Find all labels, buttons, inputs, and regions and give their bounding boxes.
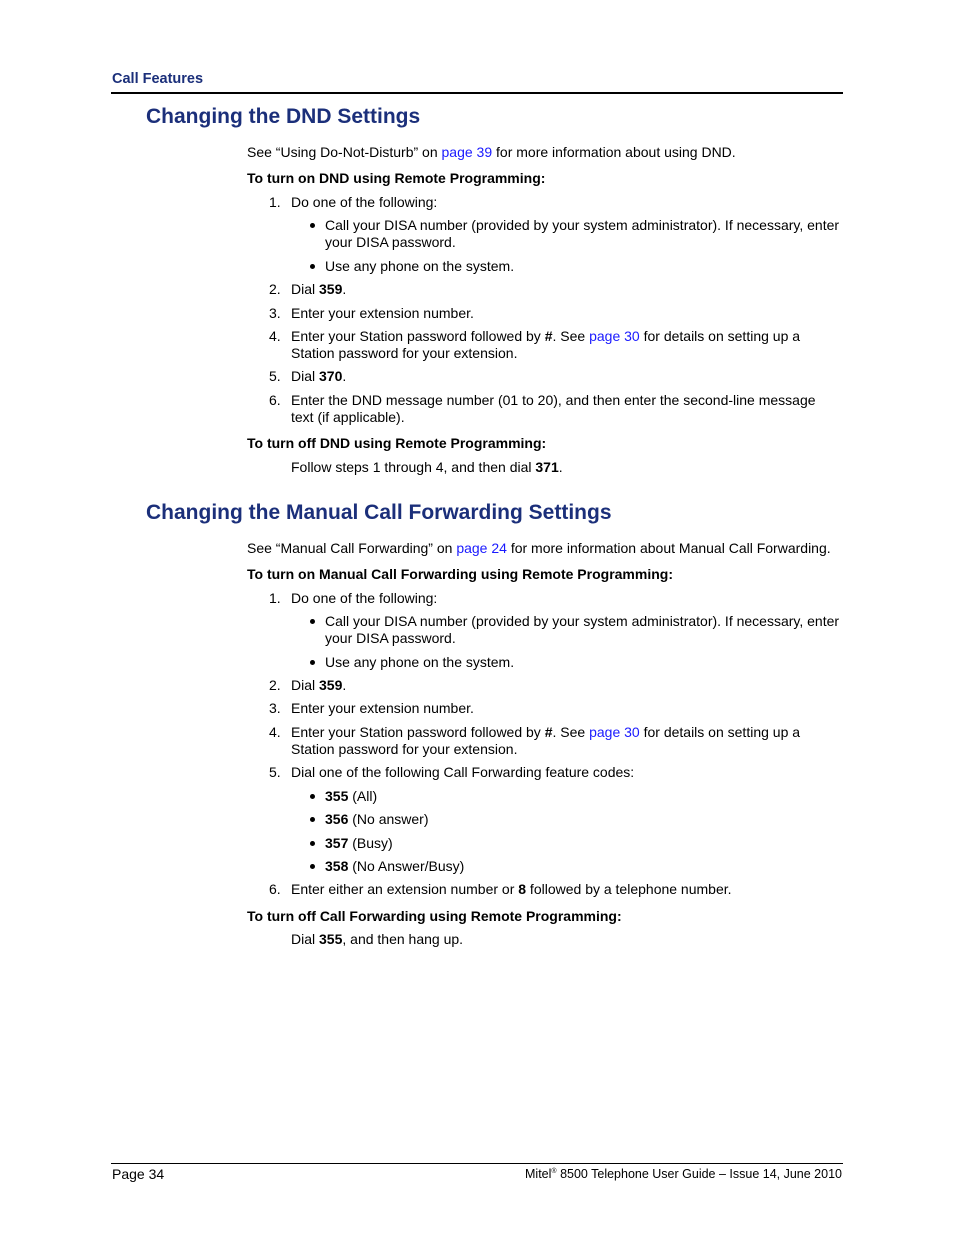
step-number: 3. (269, 305, 281, 321)
step-text: Follow steps 1 through 4, and then dial (291, 459, 536, 475)
step-text: , and then hang up. (342, 931, 464, 947)
guide-title: 8500 Telephone User Guide – Issue 14, June 2010 (556, 1167, 842, 1181)
code-item (325, 788, 377, 805)
dnd-off-text (291, 459, 563, 476)
dnd-step-4-line2: Station password for your extension. (291, 345, 518, 361)
code-label: (All) (348, 788, 378, 804)
bullet-icon (310, 264, 315, 269)
dnd-bullet-1-line2: your DISA password. (325, 234, 456, 250)
bullet-icon (310, 223, 315, 228)
fwd-intro-text: See “Manual Call Forwarding” on (247, 540, 457, 556)
bullet-icon (310, 619, 315, 624)
dnd-bullet-2: Use any phone on the system. (325, 258, 515, 274)
key-symbol: # (544, 724, 553, 740)
dnd-bullet-1-line1: Call your DISA number (provided by your system administrator). If necessary, enter (325, 217, 840, 233)
step-number: 2. (269, 281, 281, 297)
dnd-on-heading: To turn on DND using Remote Programming: (247, 170, 546, 186)
step-text: Dial (291, 677, 320, 693)
step-text: followed by a telephone number. (526, 881, 732, 897)
step-number: 2. (269, 677, 281, 693)
bullet-icon (310, 660, 315, 665)
registered-mark: ® (551, 1167, 557, 1175)
dnd-intro-text-end: for more information about using DND. (492, 144, 736, 160)
fwd-step-4-line2: Station password for your extension. (291, 741, 518, 757)
fwd-step-1: Do one of the following: (291, 590, 438, 606)
page-number: Page 34 (112, 1166, 165, 1182)
section-title-forwarding: Changing the Manual Call Forwarding Settings (146, 501, 612, 524)
running-header: Call Features (112, 71, 204, 87)
code-label: (No Answer/Busy) (348, 858, 465, 874)
dnd-intro-text: See “Using Do-Not-Disturb” on (247, 144, 442, 160)
key-symbol: 8 (518, 881, 527, 897)
feature-code: 357 (325, 835, 349, 851)
step-text: Dial (291, 931, 320, 947)
feature-code: 371 (535, 459, 559, 475)
step-number: 1. (269, 194, 281, 210)
step-number: 5. (269, 764, 281, 780)
bullet-icon (310, 841, 315, 846)
dnd-off-heading: To turn off DND using Remote Programming: (247, 435, 547, 451)
step-text: . (342, 677, 347, 693)
fwd-intro-text-end: for more information about Manual Call Forwarding. (506, 540, 831, 556)
feature-code: 359 (319, 677, 343, 693)
bullet-icon (310, 817, 315, 822)
step-number: 1. (269, 590, 281, 606)
dnd-step-6-line2: text (if applicable). (291, 409, 405, 425)
feature-code: 370 (319, 368, 343, 384)
fwd-off-heading: To turn off Call Forwarding using Remote Programming: (247, 908, 622, 924)
code-item (325, 858, 464, 875)
feature-code: 356 (325, 811, 349, 827)
feature-code: 358 (325, 858, 349, 874)
footer-document-title (525, 1167, 842, 1181)
section-title-dnd: Changing the DND Settings (146, 105, 421, 128)
brand-name: Mitel (525, 1167, 552, 1181)
key-symbol: # (544, 328, 553, 344)
dnd-step-3: Enter your extension number. (291, 305, 474, 321)
feature-code: 355 (325, 788, 349, 804)
step-number: 6. (269, 392, 281, 408)
step-number: 4. (269, 328, 281, 344)
step-text: Enter your Station password followed by (291, 328, 545, 344)
fwd-step-6 (291, 881, 732, 898)
step-text: . See (552, 328, 590, 344)
fwd-intro (247, 540, 831, 557)
step-text: Enter your Station password followed by (291, 724, 545, 740)
link-page-39[interactable]: page 39 (441, 144, 493, 160)
link-page-24[interactable]: page 24 (456, 540, 507, 556)
fwd-on-heading: To turn on Manual Call Forwarding using Remote Programming: (247, 566, 673, 582)
feature-code: 355 (319, 931, 343, 947)
link-page-30[interactable]: page 30 (589, 724, 640, 740)
dnd-step-2 (291, 281, 346, 298)
step-text: Enter either an extension number or (291, 881, 519, 897)
fwd-bullet-1-line2: your DISA password. (325, 630, 456, 646)
fwd-step-4 (291, 724, 800, 741)
step-text: . (342, 281, 347, 297)
step-number: 5. (269, 368, 281, 384)
dnd-step-1: Do one of the following: (291, 194, 438, 210)
step-number: 4. (269, 724, 281, 740)
code-item (325, 811, 429, 828)
bullet-icon (310, 864, 315, 869)
fwd-bullet-2: Use any phone on the system. (325, 654, 515, 670)
feature-code: 359 (319, 281, 343, 297)
step-text: . (558, 459, 563, 475)
dnd-step-5 (291, 368, 346, 385)
step-text: for details on setting up a (639, 724, 801, 740)
step-text: Dial (291, 281, 320, 297)
header-rule (111, 92, 843, 94)
code-label: (No answer) (348, 811, 429, 827)
fwd-step-3: Enter your extension number. (291, 700, 474, 716)
link-page-30[interactable]: page 30 (589, 328, 640, 344)
fwd-bullet-1-line1: Call your DISA number (provided by your system administrator). If necessary, enter (325, 613, 840, 629)
fwd-step-2 (291, 677, 346, 694)
dnd-step-4 (291, 328, 800, 345)
dnd-intro (247, 144, 736, 161)
footer-rule (111, 1163, 843, 1164)
fwd-step-5: Dial one of the following Call Forwarding feature codes: (291, 764, 635, 780)
dnd-step-6-line1: Enter the DND message number (01 to 20), and then enter the second-line message (291, 392, 816, 408)
code-item (325, 835, 393, 852)
bullet-icon (310, 794, 315, 799)
step-number: 6. (269, 881, 281, 897)
code-label: (Busy) (348, 835, 393, 851)
step-text: . See (552, 724, 590, 740)
step-text: for details on setting up a (639, 328, 801, 344)
fwd-off-text (291, 931, 463, 948)
step-number: 3. (269, 700, 281, 716)
step-text: Dial (291, 368, 320, 384)
step-text: . (342, 368, 347, 384)
